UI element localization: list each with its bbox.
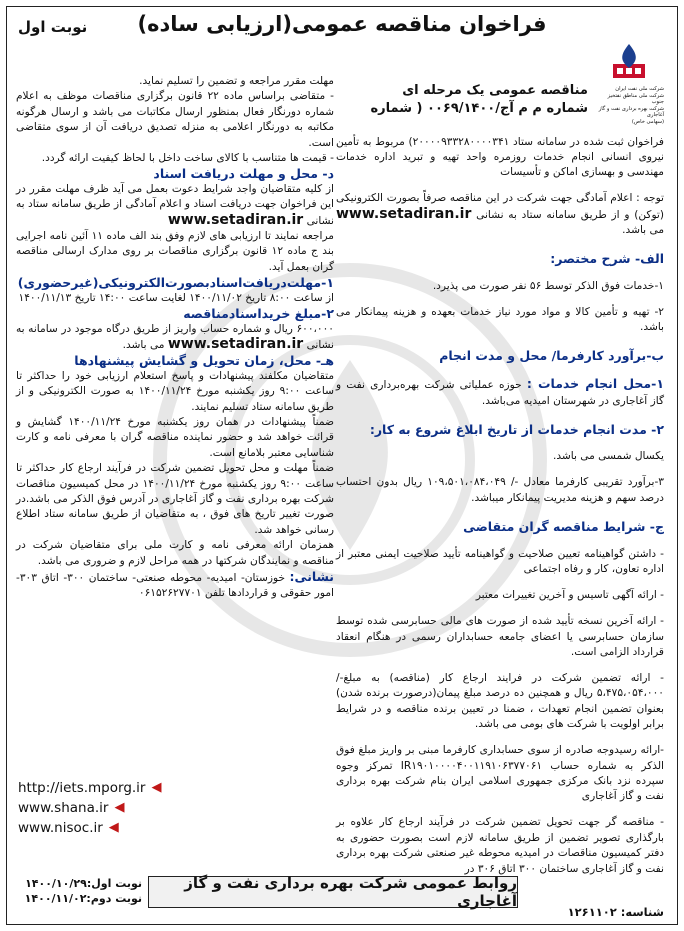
c3: - ارائه آخرین نسخه تأیید شده از صورت های مالی حسابرسی شده توسط سازمان حسابرسی یا اعضای جامعه حسابداران رسمی در هنگام انعقاد قرارداد الزامی است.	[336, 615, 664, 658]
d-price-end: می باشد.	[122, 338, 165, 351]
section-d2-heading: ۲-مبلغ خریداسنادمناقصه	[183, 306, 334, 322]
note-end: می باشد.	[622, 224, 664, 237]
section-d-heading: د- محل و مهلت دریافت اسناد	[153, 166, 334, 182]
h3: ضمناً مهلت و محل تحویل تضمین شرکت در فرآیند ارجاع کار حداکثر تا ساعت ۹:۰۰ روز یکشنبه مورخ ۱۴۰۰/۱۱/۲۴ در محل کمیسیون مناقصات شرکت بهره برداری نفت و گاز آغاجاری در آدرس فوق الذکر می باشد.در صورت تغییر تاریخ های فوق ، به متقاضیان از طریق سامانه ستاد اطلاع رسانی خواهد شد.	[16, 462, 334, 536]
p3: - قیمت ها متناسب با کالای ساخت داخل با لحاظ کیفیت ارائه گردد.	[41, 152, 334, 165]
link-shana[interactable]: www.shana.ir	[18, 800, 109, 816]
d2: مراجعه نمایند تا ارزیابی های لازم وفق بند الف ماده ۱۱ آئین نامه اجرایی بند ج ماده ۱۲ قانون برگزاری مناقصات بر روی مدارک ارسالی مناقصه گران بعمل آید.	[16, 230, 334, 273]
tender-heading-2: شماره م م آج/۰۰۶۹/۱۴۰۰ ( شماره	[370, 101, 588, 116]
d1	[16, 182, 334, 229]
d-price-body: ۶۰۰،۰۰۰ ریال و شماره حساب واریز از طریق درگاه موجود در سامانه به نشانی	[16, 322, 334, 351]
h1: متقاضیان مکلفند پیشنهادات و پاسخ استعلام ارزیابی خود را حداکثر تا ساعت ۹:۰۰ روز یکشنبه مورخ ۱۴۰۰/۱۱/۲۴ به صورت الکترونیکی و از طریق سامانه ستاد تسلیم نمایند.	[16, 369, 334, 413]
p1: مهلت مقرر مراجعه و تضمین را تسلیم نماید.	[139, 75, 334, 87]
b1-title: ۱-محل انجام خدمات :	[526, 376, 664, 392]
serial-number: شناسه: ۱۲۶۱۱۰۲	[567, 905, 664, 919]
a2: ۲- تهیه و تأمین کالا و مواد مورد نیاز خدمات بعهده و هزینه پیمانکار می باشد.	[336, 306, 664, 334]
link-row-1	[18, 778, 162, 798]
turn-label: نوبت اول	[18, 18, 88, 36]
b2: یکسال شمسی می باشد.	[552, 450, 664, 463]
tender-heading	[370, 82, 588, 118]
logo-caption-3: شرکت بهره برداری نفت و گاز آغاجاری	[598, 105, 664, 118]
publication-dates	[22, 876, 142, 906]
a1: ۱-خدمات فوق الذکر توسط ۵۶ نفر صورت می پذیرد.	[432, 280, 664, 293]
setad-link[interactable]: www.setadiran.ir	[336, 205, 472, 222]
announcement-title: فراخوان مناقصه عمومی(ارزیابی ساده)	[137, 12, 547, 36]
c6: - مناقصه گر جهت تحویل تضمین شرکت در فرآیند ارجاع کار علاوه بر بارگذاری تصویر تضمین از طریق سامانه لازم است بصورت حضوری به دفتر کمیسیون مناقصات در امیدیه محوطه غیر صنعتی شرکت بهره برداری نفت و گاز آغاجاری ساختمان ۳۰۰ اتاق ۳۰۶ در	[336, 816, 664, 875]
section-b-heading: ب-برآورد کارفرما/ محل و مدت انجام	[439, 348, 664, 364]
b1-body: حوزه عملیاتی شرکت بهره‌برداری نفت و گاز آغاجاری در شهرستان امیدیه می‌باشد.	[336, 379, 664, 407]
link-row-2	[18, 798, 162, 818]
left-column	[16, 74, 334, 602]
logo-caption-2: شرکت ملی مناطق نفتخیز جنوب	[607, 92, 664, 105]
d-date: از ساعت ۸:۰۰ تاریخ ۱۴۰۰/۱۱/۰۲ لغایت ساعت ۱۴:۰۰ تاریخ ۱۴۰۰/۱۱/۱۳	[18, 291, 334, 304]
section-h-heading: هـ- محل، زمان تحویل و گشایش پیشنهادها	[74, 353, 334, 369]
section-c-heading: ج- شرایط مناقصه گران متقاضی	[463, 518, 664, 534]
public-relations-banner: روابط عمومی شرکت بهره برداری نفت و گاز آغاجاری	[148, 876, 518, 908]
website-links	[18, 778, 162, 838]
b2-title: ۲- مدت انجام خدمات از تاریخ ابلاغ شروع به کار:	[369, 421, 664, 437]
arrow-left-icon: ◀	[108, 820, 119, 835]
setad-link-3[interactable]: www.setadiran.ir	[167, 335, 304, 352]
second-publication-date: نوبت دوم:۱۴۰۰/۱۱/۰۲	[24, 892, 142, 905]
section-a-heading: الف- شرح مختصر:	[550, 251, 664, 267]
b1	[336, 376, 664, 409]
address	[16, 569, 334, 602]
intro-text: فراخوان ثبت شده در سامانه ستاد ۲۰۰۰۰۹۳۳۲۸۰۰۰۰۳۴۱) مربوط به تأمین نیروی انسانی انجام خدمات روزمره واحد تهیه و تبرید اداره خدمات مهندسی و بهسازی اماکن و تأسیسات	[336, 135, 664, 179]
link-row-3	[18, 818, 162, 838]
oil-company-icon	[609, 42, 649, 82]
c2: - ارائه آگهی تاسیس و آخرین تغییرات معتبر	[475, 589, 664, 602]
company-logo	[594, 42, 664, 125]
address-text: خوزستان- امیدیه- محوطه صنعتی- ساختمان ۳۰۰- اتاق ۳۰۳- امور حقوقی و قراردادها تلفن ۰۶۱۵۲۶۲۷۷۰۱	[16, 572, 334, 600]
h2: ضمناً پیشنهادات در همان روز یکشنبه مورخ ۱۴۰۰/۱۱/۲۴ گشایش و قرائت خواهد شد و حضور نماینده مناقصه گران با معرفی نامه و کارت شناسایی معتبر بلامانع است.	[16, 415, 334, 459]
arrow-left-icon: ◀	[151, 780, 162, 795]
b3: ۳-برآورد تقریبی کارفرما معادل -/ ۱۰۹،۵۰۱،۰۸۴،۰۴۹ ریال بدون احتساب درصد سهم و هزینه مدیریت پیمانکار میباشد.	[336, 476, 664, 504]
note-body: توجه : اعلام آمادگی جهت شرکت در این مناقصه صرفاً بصورت الکترونیکی (توکن) و از طریق سامانه ستاد به نشانی	[336, 192, 664, 221]
logo-caption-4: (سهامی خاص)	[631, 118, 664, 125]
p2: - متقاضی براساس ماده ۲۲ قانون برگزاری مناقصات موظف به اعلام شماره دورنگار فعال بمنظور ارسال مکاتبات می باشد و ارسال هرگونه مکاتبه به دورنگار اعلامی به منزله تصدیق دریافت آن از سوی متقاضی است.	[16, 90, 334, 149]
link-nisoc[interactable]: www.nisoc.ir	[18, 820, 103, 836]
c1: - داشتن گواهینامه تعیین صلاحیت و گواهینامه تأیید صلاحیت ایمنی معتبر از اداره تعاون، کار و رفاه اجتماعی	[336, 547, 664, 576]
d1-body: از کلیه متقاضیان واجد شرایط دعوت بعمل می آید ظرف مهلت مقرر در این فراخوان جهت دریافت اسناد و اعلام آمادگی از طریق سامانه ستاد به نشانی	[16, 182, 334, 227]
section-d1-heading: ۱-مهلت‌دریافت‌اسناد‌بصورت‌الکترونیکی(غیرحضوری)	[17, 275, 334, 291]
address-label: نشانی:	[289, 569, 334, 584]
d-price	[16, 322, 334, 354]
h4: همزمان ارائه معرفی نامه و کارت ملی برای متقاضیان شرکت در مناقصه و نمایندگان شرکتها در همه مراحل لازم و ضروری می باشد.	[16, 539, 334, 567]
tender-heading-1: مناقصه عمومی یک مرحله ای	[402, 83, 588, 98]
setad-link-2[interactable]: www.setadiran.ir	[167, 211, 304, 228]
c5: -ارائه رسیدوجه صادره از سوی حسابداری کارفرما مبنی بر واریز مبلغ فوق الذکر به شماره حساب IR۱۹۰۱۰۰۰۰۴۰۰۱۱۹۱۰۶۳۷۷۰۶۱ تمرکز وجوه سپرده نزد بانک مرکزی جمهوری اسلامی ایران بنام شرکت بهره برداری نفت و گاز آغاجاری	[336, 744, 664, 803]
note-text	[336, 191, 664, 238]
c4: - ارائه تضمین شرکت در فرایند ارجاع کار (مناقصه) به مبلغ-/ ۵،۴۷۵،۰۵۴،۰۰۰ ریال و همچنین ده درصد مبلغ پیمان(درصورت برنده شدن) بعنوان تضمین انجام تعهدات ، ضمنا در تعیین برنده مناقصه و در شرایط برابر اولویت با شرکت های بومی می باشد.	[336, 671, 664, 731]
first-publication-date: نوبت اول:۱۴۰۰/۱۰/۲۹	[25, 877, 142, 890]
right-column	[336, 124, 664, 888]
link-iets[interactable]: http://iets.mporg.ir	[18, 780, 146, 796]
arrow-left-icon: ◀	[114, 800, 125, 815]
logo-caption-1: شرکت ملی نفت ایران	[615, 86, 664, 92]
